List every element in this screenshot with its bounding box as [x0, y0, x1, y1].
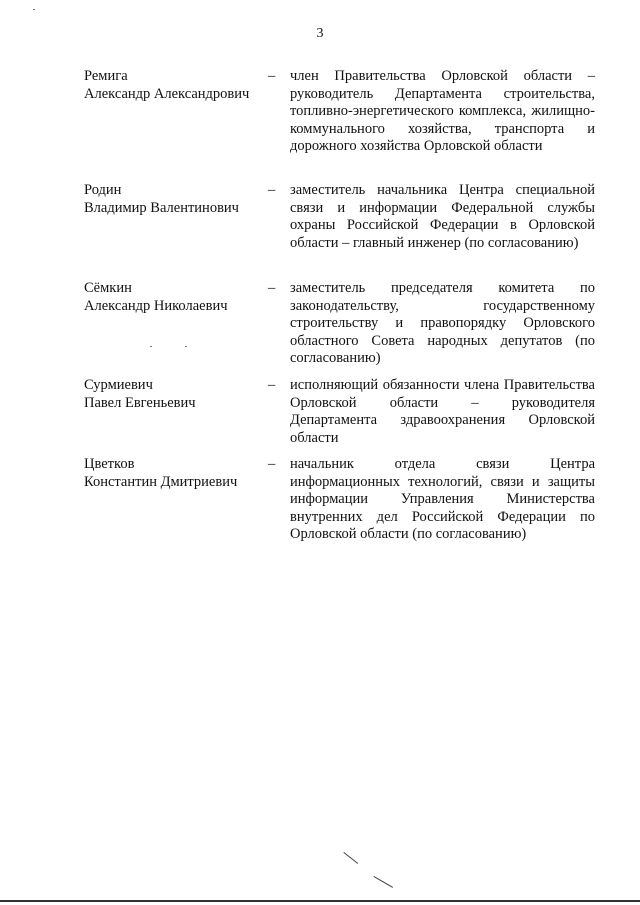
position-description: член Правительства Орловской области – руководитель Департамента строительства, топливно-энергетического комплекса, жилищно-коммунального хозяйства, транспорта и дорожного хозяйства Орловской области: [290, 68, 595, 154]
person-surname: Родин: [84, 182, 122, 198]
dash-separator: –: [268, 182, 276, 198]
person-given-names: Павел Евгеньевич: [84, 394, 196, 411]
dash-separator: –: [268, 377, 276, 393]
dash-separator: –: [268, 68, 276, 84]
scan-bottom-edge: [0, 900, 640, 902]
dash-separator: –: [268, 456, 276, 472]
position-description: заместитель председателя комитета по законодательству, государственному строительству и правопорядку Орловского областного Совета народных депутатов (по согласованию): [290, 280, 595, 366]
person-given-names: Александр Николаевич: [84, 297, 228, 314]
person-surname: Сёмкин: [84, 280, 132, 296]
person-surname: Ремига: [84, 68, 128, 84]
person-surname: Сурмиевич: [84, 377, 153, 393]
scan-mark: [374, 876, 394, 888]
scan-mark: [343, 852, 358, 864]
position-description: исполняющий обязанности члена Правительства Орловской области – руководителя Департамента здравоохранения Орловской области: [290, 377, 595, 446]
scan-speck: [150, 346, 152, 347]
scan-speck: [33, 9, 35, 10]
person-surname: Цветков: [84, 456, 135, 472]
position-description: заместитель начальника Центра специальной связи и информации Федеральной службы охраны Российской Федерации в Орловской области – главный инженер (по согласованию): [290, 182, 595, 251]
person-given-names: Александр Александрович: [84, 85, 250, 102]
dash-separator: –: [268, 280, 276, 296]
position-description: начальник отдела связи Центра информационных технологий, связи и защиты информации Управления Министерства внутренних дел Российской Федерации по Орловской области (по согласованию): [290, 456, 595, 542]
page-number: 3: [316, 26, 324, 41]
person-given-names: Константин Дмитриевич: [84, 473, 238, 490]
scan-speck: [185, 346, 187, 347]
person-given-names: Владимир Валентинович: [84, 199, 239, 216]
